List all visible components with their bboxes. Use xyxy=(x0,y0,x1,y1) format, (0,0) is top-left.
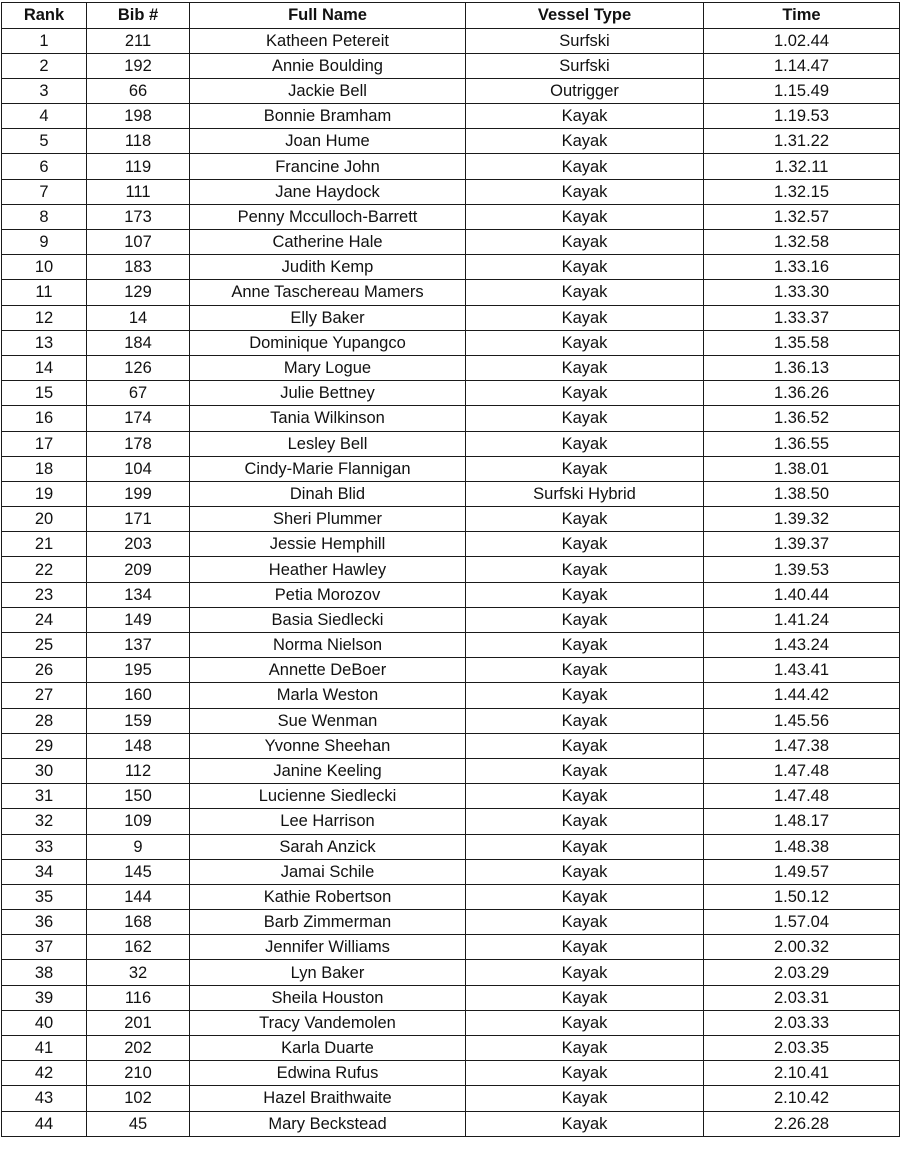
cell-full-name: Barb Zimmerman xyxy=(190,910,466,935)
cell-rank: 21 xyxy=(2,532,87,557)
cell-rank: 25 xyxy=(2,633,87,658)
cell-full-name: Basia Siedlecki xyxy=(190,607,466,632)
cell-time: 1.49.57 xyxy=(704,859,900,884)
cell-full-name: Jackie Bell xyxy=(190,78,466,103)
cell-full-name: Sheri Plummer xyxy=(190,507,466,532)
cell-bib: 150 xyxy=(87,784,190,809)
cell-vessel-type: Kayak xyxy=(466,910,704,935)
cell-rank: 11 xyxy=(2,280,87,305)
cell-full-name: Bonnie Bramham xyxy=(190,104,466,129)
cell-full-name: Elly Baker xyxy=(190,305,466,330)
cell-rank: 19 xyxy=(2,481,87,506)
cell-time: 2.03.31 xyxy=(704,985,900,1010)
cell-bib: 183 xyxy=(87,255,190,280)
cell-full-name: Norma Nielson xyxy=(190,633,466,658)
table-row xyxy=(2,733,900,758)
table-row xyxy=(2,481,900,506)
cell-rank: 1 xyxy=(2,28,87,53)
cell-time: 1.43.24 xyxy=(704,633,900,658)
cell-bib: 171 xyxy=(87,507,190,532)
cell-time: 1.47.38 xyxy=(704,733,900,758)
cell-bib: 66 xyxy=(87,78,190,103)
cell-time: 2.26.28 xyxy=(704,1111,900,1136)
cell-vessel-type: Surfski xyxy=(466,28,704,53)
results-table xyxy=(1,2,900,1137)
cell-time: 1.15.49 xyxy=(704,78,900,103)
cell-full-name: Joan Hume xyxy=(190,129,466,154)
cell-bib: 102 xyxy=(87,1086,190,1111)
cell-time: 1.31.22 xyxy=(704,129,900,154)
table-row xyxy=(2,406,900,431)
table-row xyxy=(2,507,900,532)
cell-full-name: Anne Taschereau Mamers xyxy=(190,280,466,305)
cell-time: 2.03.29 xyxy=(704,960,900,985)
cell-bib: 145 xyxy=(87,859,190,884)
cell-time: 1.38.50 xyxy=(704,481,900,506)
table-row xyxy=(2,280,900,305)
cell-bib: 126 xyxy=(87,355,190,380)
cell-vessel-type: Kayak xyxy=(466,280,704,305)
table-row xyxy=(2,1010,900,1035)
table-row xyxy=(2,431,900,456)
cell-full-name: Tracy Vandemolen xyxy=(190,1010,466,1035)
cell-time: 1.36.55 xyxy=(704,431,900,456)
cell-time: 1.57.04 xyxy=(704,910,900,935)
cell-vessel-type: Outrigger xyxy=(466,78,704,103)
cell-time: 1.32.57 xyxy=(704,204,900,229)
cell-time: 1.48.38 xyxy=(704,834,900,859)
cell-bib: 195 xyxy=(87,658,190,683)
cell-rank: 28 xyxy=(2,708,87,733)
cell-rank: 3 xyxy=(2,78,87,103)
cell-full-name: Janine Keeling xyxy=(190,758,466,783)
cell-vessel-type: Kayak xyxy=(466,507,704,532)
table-row xyxy=(2,104,900,129)
cell-rank: 14 xyxy=(2,355,87,380)
table-row xyxy=(2,204,900,229)
cell-full-name: Yvonne Sheehan xyxy=(190,733,466,758)
cell-rank: 17 xyxy=(2,431,87,456)
cell-rank: 36 xyxy=(2,910,87,935)
cell-time: 1.43.41 xyxy=(704,658,900,683)
cell-bib: 67 xyxy=(87,381,190,406)
cell-time: 1.02.44 xyxy=(704,28,900,53)
cell-bib: 159 xyxy=(87,708,190,733)
cell-bib: 45 xyxy=(87,1111,190,1136)
cell-rank: 35 xyxy=(2,884,87,909)
cell-rank: 33 xyxy=(2,834,87,859)
cell-vessel-type: Kayak xyxy=(466,582,704,607)
cell-rank: 24 xyxy=(2,607,87,632)
cell-full-name: Jamai Schile xyxy=(190,859,466,884)
cell-rank: 20 xyxy=(2,507,87,532)
cell-vessel-type: Kayak xyxy=(466,104,704,129)
cell-bib: 192 xyxy=(87,53,190,78)
cell-vessel-type: Kayak xyxy=(466,204,704,229)
header-vessel-type: Vessel Type xyxy=(466,3,704,29)
cell-full-name: Jessie Hemphill xyxy=(190,532,466,557)
cell-time: 1.47.48 xyxy=(704,758,900,783)
cell-rank: 6 xyxy=(2,154,87,179)
cell-bib: 137 xyxy=(87,633,190,658)
cell-full-name: Petia Morozov xyxy=(190,582,466,607)
cell-full-name: Penny Mcculloch-Barrett xyxy=(190,204,466,229)
cell-vessel-type: Kayak xyxy=(466,179,704,204)
header-bib: Bib # xyxy=(87,3,190,29)
cell-vessel-type: Kayak xyxy=(466,1036,704,1061)
cell-bib: 202 xyxy=(87,1036,190,1061)
cell-full-name: Karla Duarte xyxy=(190,1036,466,1061)
cell-time: 2.10.41 xyxy=(704,1061,900,1086)
cell-time: 1.32.11 xyxy=(704,154,900,179)
cell-time: 1.33.37 xyxy=(704,305,900,330)
cell-vessel-type: Kayak xyxy=(466,305,704,330)
cell-rank: 23 xyxy=(2,582,87,607)
cell-full-name: Edwina Rufus xyxy=(190,1061,466,1086)
cell-rank: 32 xyxy=(2,809,87,834)
table-row xyxy=(2,935,900,960)
cell-vessel-type: Kayak xyxy=(466,255,704,280)
cell-time: 1.39.53 xyxy=(704,557,900,582)
cell-time: 1.44.42 xyxy=(704,683,900,708)
table-row xyxy=(2,355,900,380)
cell-full-name: Dinah Blid xyxy=(190,481,466,506)
cell-full-name: Heather Hawley xyxy=(190,557,466,582)
table-row xyxy=(2,834,900,859)
cell-full-name: Kathie Robertson xyxy=(190,884,466,909)
cell-time: 2.00.32 xyxy=(704,935,900,960)
cell-rank: 16 xyxy=(2,406,87,431)
cell-rank: 40 xyxy=(2,1010,87,1035)
cell-rank: 29 xyxy=(2,733,87,758)
cell-bib: 107 xyxy=(87,230,190,255)
table-row xyxy=(2,53,900,78)
cell-bib: 209 xyxy=(87,557,190,582)
cell-vessel-type: Kayak xyxy=(466,1061,704,1086)
cell-full-name: Annie Boulding xyxy=(190,53,466,78)
header-row xyxy=(2,3,900,29)
table-row xyxy=(2,960,900,985)
cell-time: 1.38.01 xyxy=(704,456,900,481)
cell-rank: 38 xyxy=(2,960,87,985)
cell-full-name: Catherine Hale xyxy=(190,230,466,255)
table-row xyxy=(2,557,900,582)
cell-bib: 119 xyxy=(87,154,190,179)
table-row xyxy=(2,658,900,683)
cell-bib: 184 xyxy=(87,330,190,355)
cell-time: 1.14.47 xyxy=(704,53,900,78)
cell-rank: 30 xyxy=(2,758,87,783)
cell-vessel-type: Kayak xyxy=(466,355,704,380)
cell-time: 1.19.53 xyxy=(704,104,900,129)
table-row xyxy=(2,607,900,632)
cell-vessel-type: Kayak xyxy=(466,935,704,960)
table-row xyxy=(2,381,900,406)
cell-time: 1.39.32 xyxy=(704,507,900,532)
cell-bib: 160 xyxy=(87,683,190,708)
cell-bib: 14 xyxy=(87,305,190,330)
table-row xyxy=(2,910,900,935)
table-row xyxy=(2,633,900,658)
cell-vessel-type: Kayak xyxy=(466,834,704,859)
cell-time: 1.50.12 xyxy=(704,884,900,909)
cell-bib: 134 xyxy=(87,582,190,607)
cell-full-name: Mary Beckstead xyxy=(190,1111,466,1136)
cell-rank: 4 xyxy=(2,104,87,129)
results-body xyxy=(2,28,900,1136)
cell-vessel-type: Kayak xyxy=(466,154,704,179)
cell-vessel-type: Kayak xyxy=(466,733,704,758)
cell-bib: 118 xyxy=(87,129,190,154)
cell-full-name: Sheila Houston xyxy=(190,985,466,1010)
cell-time: 2.10.42 xyxy=(704,1086,900,1111)
cell-vessel-type: Kayak xyxy=(466,1111,704,1136)
cell-bib: 149 xyxy=(87,607,190,632)
cell-full-name: Katheen Petereit xyxy=(190,28,466,53)
table-row xyxy=(2,305,900,330)
cell-time: 1.36.13 xyxy=(704,355,900,380)
cell-bib: 162 xyxy=(87,935,190,960)
cell-vessel-type: Kayak xyxy=(466,683,704,708)
cell-time: 1.39.37 xyxy=(704,532,900,557)
cell-full-name: Marla Weston xyxy=(190,683,466,708)
cell-bib: 173 xyxy=(87,204,190,229)
cell-bib: 168 xyxy=(87,910,190,935)
cell-vessel-type: Kayak xyxy=(466,607,704,632)
cell-bib: 148 xyxy=(87,733,190,758)
cell-time: 1.48.17 xyxy=(704,809,900,834)
cell-rank: 34 xyxy=(2,859,87,884)
cell-full-name: Julie Bettney xyxy=(190,381,466,406)
cell-rank: 8 xyxy=(2,204,87,229)
cell-time: 1.33.16 xyxy=(704,255,900,280)
cell-bib: 201 xyxy=(87,1010,190,1035)
table-row xyxy=(2,154,900,179)
table-row xyxy=(2,129,900,154)
cell-time: 1.32.15 xyxy=(704,179,900,204)
cell-full-name: Dominique Yupangco xyxy=(190,330,466,355)
cell-rank: 27 xyxy=(2,683,87,708)
cell-rank: 9 xyxy=(2,230,87,255)
cell-rank: 15 xyxy=(2,381,87,406)
cell-full-name: Judith Kemp xyxy=(190,255,466,280)
cell-rank: 22 xyxy=(2,557,87,582)
cell-full-name: Sarah Anzick xyxy=(190,834,466,859)
cell-full-name: Lucienne Siedlecki xyxy=(190,784,466,809)
header-time: Time xyxy=(704,3,900,29)
cell-vessel-type: Kayak xyxy=(466,708,704,733)
cell-vessel-type: Kayak xyxy=(466,985,704,1010)
cell-bib: 116 xyxy=(87,985,190,1010)
table-row xyxy=(2,859,900,884)
cell-full-name: Jennifer Williams xyxy=(190,935,466,960)
cell-time: 1.36.26 xyxy=(704,381,900,406)
cell-vessel-type: Kayak xyxy=(466,330,704,355)
cell-full-name: Hazel Braithwaite xyxy=(190,1086,466,1111)
cell-time: 1.32.58 xyxy=(704,230,900,255)
cell-rank: 2 xyxy=(2,53,87,78)
table-row xyxy=(2,1036,900,1061)
cell-vessel-type: Kayak xyxy=(466,230,704,255)
cell-full-name: Lee Harrison xyxy=(190,809,466,834)
table-row xyxy=(2,1111,900,1136)
cell-full-name: Tania Wilkinson xyxy=(190,406,466,431)
table-row xyxy=(2,784,900,809)
table-row xyxy=(2,985,900,1010)
cell-full-name: Francine John xyxy=(190,154,466,179)
cell-time: 1.41.24 xyxy=(704,607,900,632)
table-row xyxy=(2,28,900,53)
cell-full-name: Mary Logue xyxy=(190,355,466,380)
cell-vessel-type: Kayak xyxy=(466,1086,704,1111)
cell-time: 1.45.56 xyxy=(704,708,900,733)
cell-vessel-type: Kayak xyxy=(466,1010,704,1035)
cell-vessel-type: Kayak xyxy=(466,129,704,154)
table-row xyxy=(2,1086,900,1111)
cell-rank: 41 xyxy=(2,1036,87,1061)
header-full-name: Full Name xyxy=(190,3,466,29)
cell-rank: 31 xyxy=(2,784,87,809)
cell-bib: 144 xyxy=(87,884,190,909)
cell-time: 2.03.33 xyxy=(704,1010,900,1035)
cell-bib: 109 xyxy=(87,809,190,834)
cell-time: 1.47.48 xyxy=(704,784,900,809)
cell-rank: 37 xyxy=(2,935,87,960)
cell-rank: 26 xyxy=(2,658,87,683)
cell-bib: 129 xyxy=(87,280,190,305)
cell-vessel-type: Kayak xyxy=(466,532,704,557)
cell-time: 1.35.58 xyxy=(704,330,900,355)
cell-bib: 104 xyxy=(87,456,190,481)
cell-bib: 198 xyxy=(87,104,190,129)
cell-full-name: Cindy-Marie Flannigan xyxy=(190,456,466,481)
cell-rank: 10 xyxy=(2,255,87,280)
cell-full-name: Annette DeBoer xyxy=(190,658,466,683)
table-row xyxy=(2,255,900,280)
cell-vessel-type: Surfski Hybrid xyxy=(466,481,704,506)
cell-vessel-type: Kayak xyxy=(466,859,704,884)
table-row xyxy=(2,456,900,481)
cell-rank: 44 xyxy=(2,1111,87,1136)
cell-vessel-type: Kayak xyxy=(466,381,704,406)
cell-vessel-type: Kayak xyxy=(466,456,704,481)
cell-vessel-type: Kayak xyxy=(466,758,704,783)
cell-bib: 203 xyxy=(87,532,190,557)
table-row xyxy=(2,708,900,733)
cell-rank: 18 xyxy=(2,456,87,481)
cell-bib: 211 xyxy=(87,28,190,53)
cell-vessel-type: Kayak xyxy=(466,960,704,985)
cell-rank: 42 xyxy=(2,1061,87,1086)
cell-rank: 43 xyxy=(2,1086,87,1111)
cell-bib: 174 xyxy=(87,406,190,431)
cell-rank: 12 xyxy=(2,305,87,330)
cell-bib: 32 xyxy=(87,960,190,985)
cell-time: 2.03.35 xyxy=(704,1036,900,1061)
table-row xyxy=(2,532,900,557)
cell-vessel-type: Kayak xyxy=(466,633,704,658)
cell-vessel-type: Kayak xyxy=(466,557,704,582)
cell-vessel-type: Kayak xyxy=(466,431,704,456)
table-row xyxy=(2,330,900,355)
cell-bib: 112 xyxy=(87,758,190,783)
cell-rank: 13 xyxy=(2,330,87,355)
table-row xyxy=(2,884,900,909)
cell-vessel-type: Kayak xyxy=(466,884,704,909)
cell-vessel-type: Kayak xyxy=(466,406,704,431)
table-row xyxy=(2,582,900,607)
header-rank: Rank xyxy=(2,3,87,29)
cell-time: 1.33.30 xyxy=(704,280,900,305)
cell-bib: 199 xyxy=(87,481,190,506)
cell-full-name: Sue Wenman xyxy=(190,708,466,733)
table-row xyxy=(2,1061,900,1086)
cell-vessel-type: Surfski xyxy=(466,53,704,78)
table-row xyxy=(2,809,900,834)
table-row xyxy=(2,230,900,255)
cell-vessel-type: Kayak xyxy=(466,658,704,683)
table-row xyxy=(2,78,900,103)
cell-bib: 9 xyxy=(87,834,190,859)
cell-bib: 178 xyxy=(87,431,190,456)
cell-rank: 7 xyxy=(2,179,87,204)
results-document xyxy=(1,2,900,1137)
cell-full-name: Jane Haydock xyxy=(190,179,466,204)
table-row xyxy=(2,683,900,708)
cell-full-name: Lesley Bell xyxy=(190,431,466,456)
cell-vessel-type: Kayak xyxy=(466,809,704,834)
cell-vessel-type: Kayak xyxy=(466,784,704,809)
table-row xyxy=(2,758,900,783)
cell-rank: 39 xyxy=(2,985,87,1010)
cell-time: 1.40.44 xyxy=(704,582,900,607)
cell-bib: 210 xyxy=(87,1061,190,1086)
cell-rank: 5 xyxy=(2,129,87,154)
table-row xyxy=(2,179,900,204)
cell-full-name: Lyn Baker xyxy=(190,960,466,985)
cell-bib: 111 xyxy=(87,179,190,204)
cell-time: 1.36.52 xyxy=(704,406,900,431)
